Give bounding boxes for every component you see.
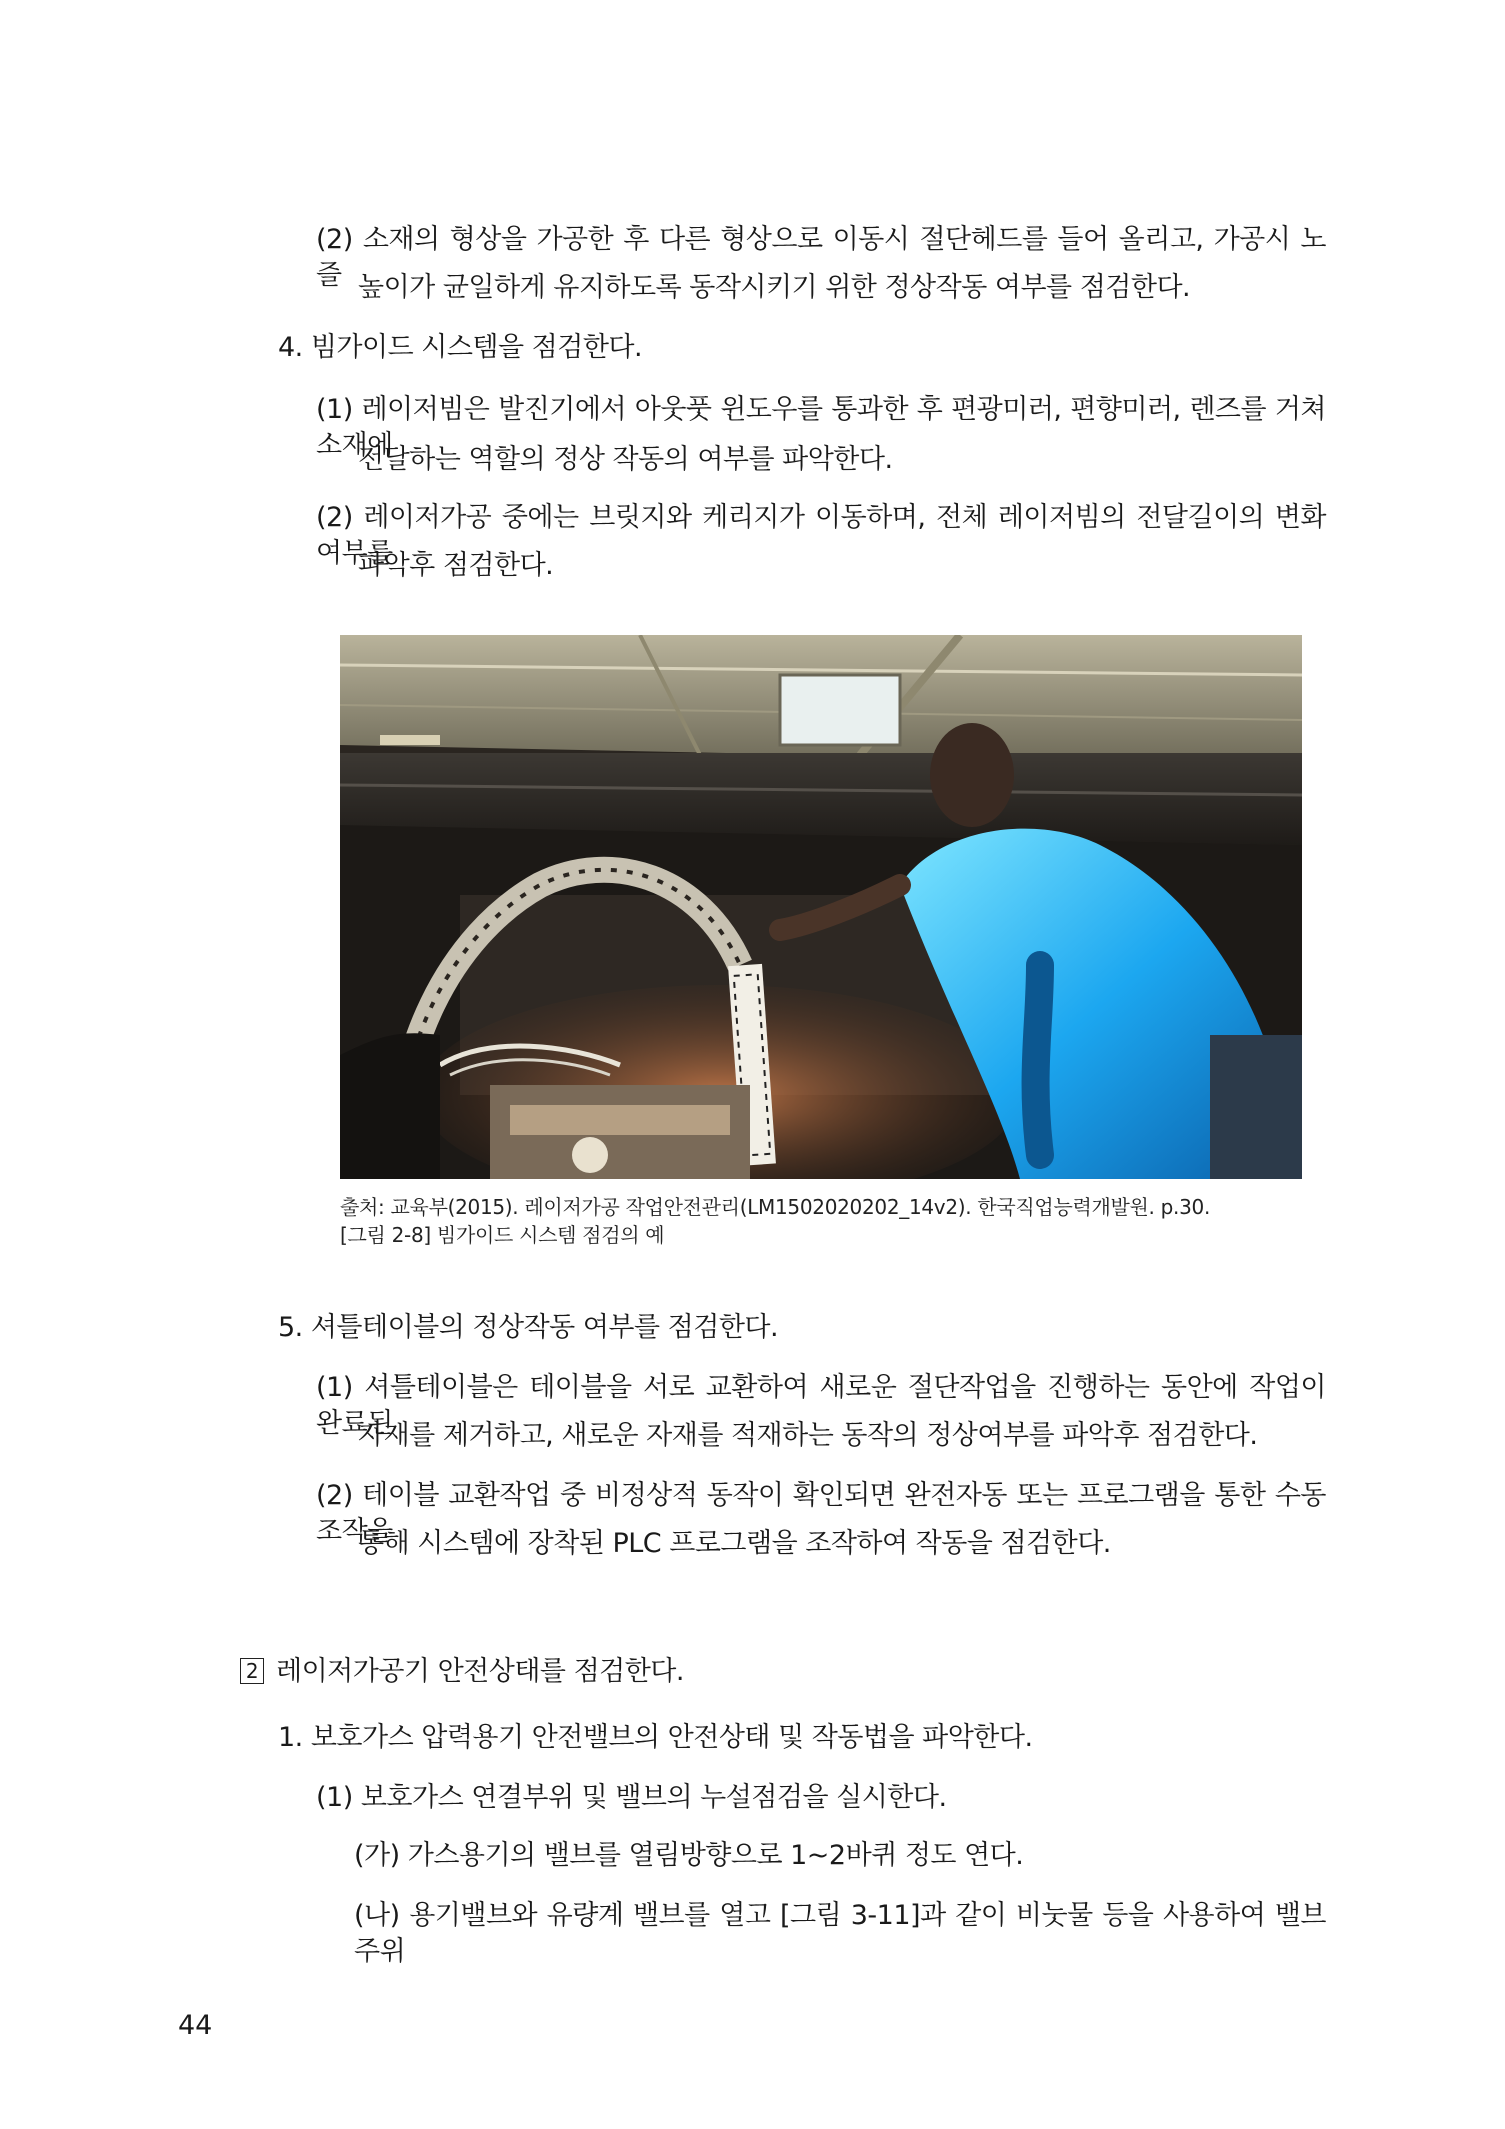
- beam-guide-inspection-photo: [340, 635, 1302, 1179]
- item-4-2-line2: 높이가 균일하게 유지하도록 동작시키기 위한 정상작동 여부를 점검한다.: [358, 272, 1191, 303]
- section-4-heading: 4. 빔가이드 시스템을 점검한다.: [278, 332, 643, 363]
- section-2-title: 레이저가공기 안전상태를 점검한다.: [276, 1656, 684, 1687]
- item-5-2-line2: 통해 시스템에 장착된 PLC 프로그램을 조작하여 작동을 점검한다.: [358, 1528, 1111, 1559]
- subsection-1-item-1: (1) 보호가스 연결부위 및 밸브의 누설점검을 실시한다.: [316, 1782, 947, 1813]
- item-5-2-line1: (2) 테이블 교환작업 중 비정상적 동작이 확인되면 완전자동 또는 프로그램을 통한 수동 조작을: [316, 1480, 1326, 1547]
- item-5-1-line2: 자재를 제거하고, 새로운 자재를 적재하는 동작의 정상여부를 파악후 점검한다.: [358, 1420, 1258, 1451]
- page-number: 44: [178, 2010, 213, 2041]
- item-5-1-line1: (1) 셔틀테이블은 테이블을 서로 교환하여 새로운 절단작업을 진행하는 동안에 작업이 완료된: [316, 1372, 1326, 1439]
- figure-title-caption: [그림 2-8] 빔가이드 시스템 점검의 예: [340, 1223, 665, 1247]
- section-5-heading: 5. 셔틀테이블의 정상작동 여부를 점검한다.: [278, 1312, 779, 1343]
- item-4-2b-line2: 파악후 점검한다.: [358, 550, 554, 581]
- item-4-1-line2: 전달하는 역할의 정상 작동의 여부를 파악한다.: [358, 444, 893, 475]
- subsection-1-heading: 1. 보호가스 압력용기 안전밸브의 안전상태 및 작동법을 파악한다.: [278, 1722, 1033, 1753]
- figure-source-caption: 출처: 교육부(2015). 레이저가공 작업안전관리(LM1502020202_14v2). 한국직업능력개발원. p.30.: [340, 1195, 1211, 1219]
- item-4-1-line1: (1) 레이저빔은 발진기에서 아웃풋 윈도우를 통과한 후 편광미러, 편향미러, 렌즈를 거쳐 소재에: [316, 394, 1326, 461]
- item-4-2-line1: (2) 소재의 형상을 가공한 후 다른 형상으로 이동시 절단헤드를 들어 올리고, 가공시 노즐: [316, 224, 1326, 291]
- section-number-box: 2: [240, 1658, 264, 1684]
- subsection-1-item-ga: (가) 가스용기의 밸브를 열림방향으로 1~2바퀴 정도 연다.: [354, 1840, 1024, 1871]
- subsection-1-item-na: (나) 용기밸브와 유량계 밸브를 열고 [그림 3-11]과 같이 비눗물 등을 사용하여 밸브 주위: [354, 1900, 1326, 1967]
- section-2-heading: [240, 1654, 684, 1690]
- item-4-2b-line1: (2) 레이저가공 중에는 브릿지와 케리지가 이동하며, 전체 레이저빔의 전달길이의 변화여부를: [316, 502, 1326, 569]
